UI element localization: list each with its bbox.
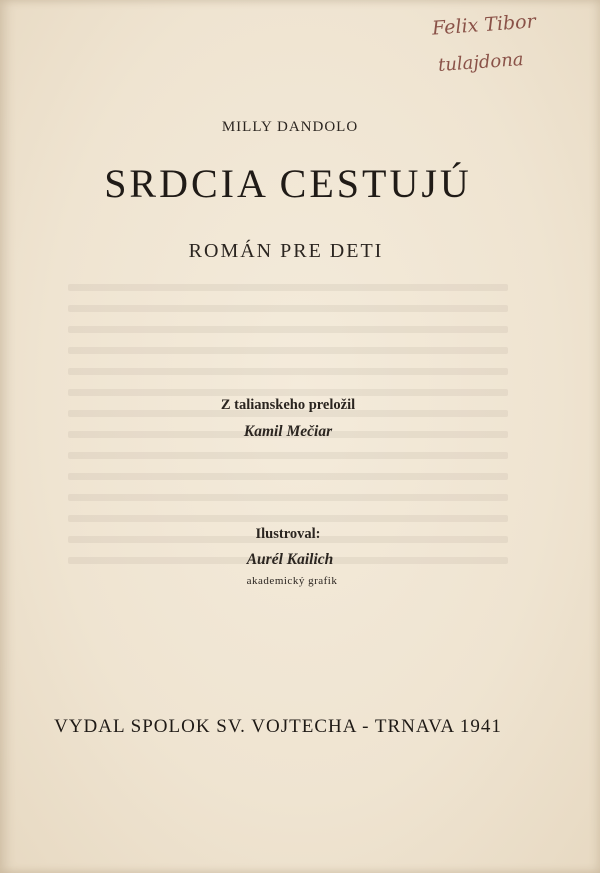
ownership-inscription-name: Felix Tibor xyxy=(431,10,537,40)
show-through-line xyxy=(68,368,508,375)
show-through-line xyxy=(68,515,508,522)
show-through-line xyxy=(68,389,508,396)
show-through-line xyxy=(68,284,508,291)
illustration-note: Ilustroval: xyxy=(255,526,321,542)
show-through-line xyxy=(68,494,508,501)
illustrator-title: akademický grafik xyxy=(246,575,338,587)
illustrator-name: Aurél Kailich xyxy=(246,551,334,568)
show-through-line xyxy=(68,452,508,459)
translation-note: Z talianskeho preložil xyxy=(220,397,356,413)
book-subtitle: ROMÁN PRE DETI xyxy=(188,240,384,262)
translator-name: Kamil Mečiar xyxy=(243,423,333,440)
ownership-inscription-word: tulajdona xyxy=(437,49,525,76)
show-through-line xyxy=(68,347,508,354)
show-through-line xyxy=(68,473,508,480)
reverse-page-show-through xyxy=(68,270,508,720)
show-through-line xyxy=(68,305,508,312)
book-title: SRDCIA CESTUJÚ xyxy=(104,161,472,206)
show-through-line xyxy=(68,326,508,333)
author-name: MILLY DANDOLO xyxy=(221,119,359,135)
publisher-imprint: VYDAL SPOLOK SV. VOJTECHA - TRNAVA 1941 xyxy=(54,716,502,737)
